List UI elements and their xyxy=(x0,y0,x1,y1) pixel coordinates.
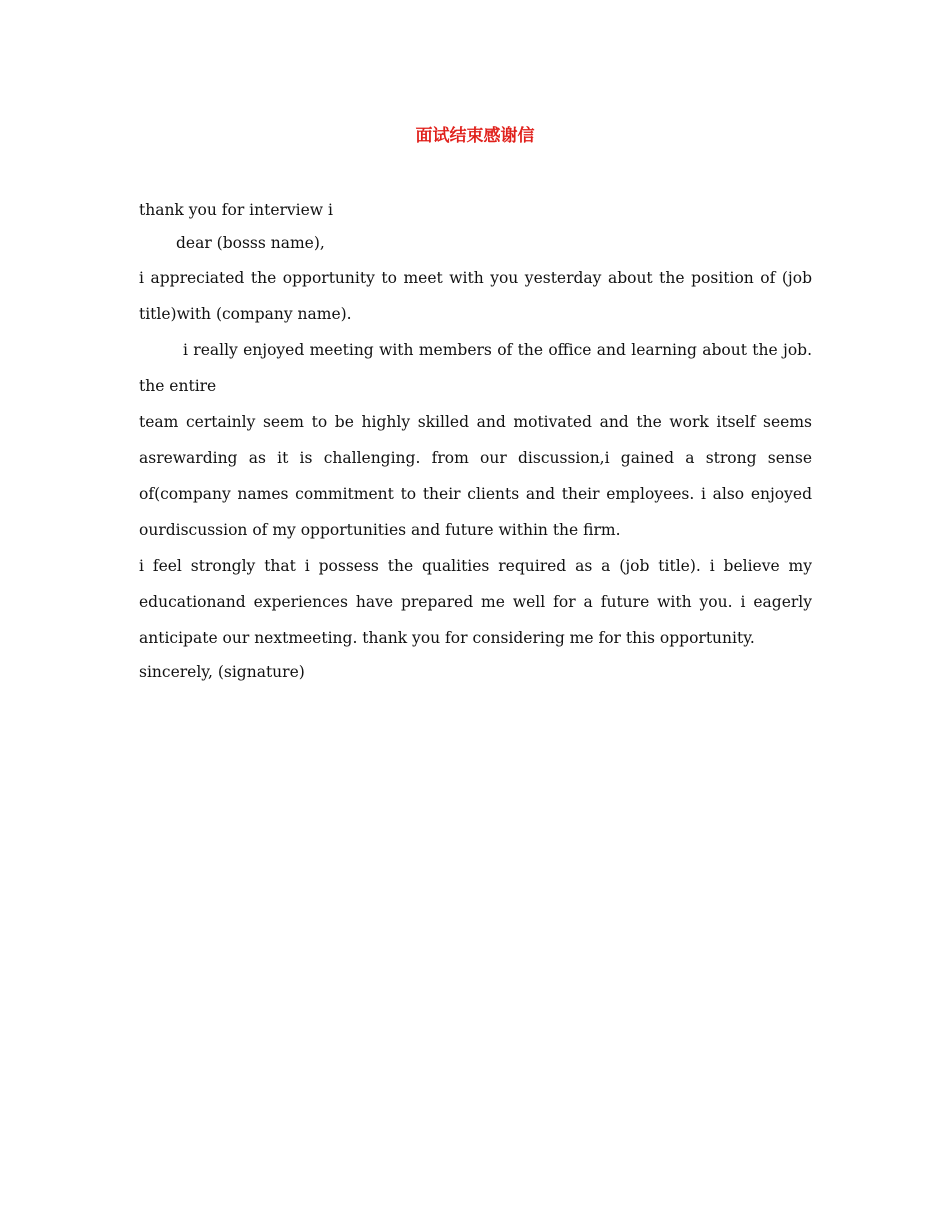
letter-title: 面试结束感谢信 xyxy=(415,126,535,146)
letter-subject: thank you for interview i xyxy=(139,201,333,219)
letter-paragraph: i really enjoyed meeting with members of the office and learning about the job. the entire xyxy=(139,341,812,395)
letter-closing: sincerely, (signature) xyxy=(139,663,305,681)
letter-body xyxy=(139,194,812,689)
letter-paragraph: team certainly seem to be highly skilled and motivated and the work itself seems asrewarding as it is challenging. from our discussion,i gained a strong sense of(company names commitment to their clients and their employees. i also enjoyed ourdiscussion of my opportunities and future within the firm. xyxy=(139,413,812,539)
letter-paragraph: i appreciated the opportunity to meet with you yesterday about the position of (job title)with (company name). xyxy=(139,269,812,323)
letter-paragraph: i feel strongly that i possess the qualities required as a (job title). i believe my educationand experiences have prepared me well for a future with you. i eagerly anticipate our nextmeeting. thank you for considering me for this opportunity. xyxy=(139,557,812,647)
letter-salutation: dear (bosss name), xyxy=(176,234,325,252)
